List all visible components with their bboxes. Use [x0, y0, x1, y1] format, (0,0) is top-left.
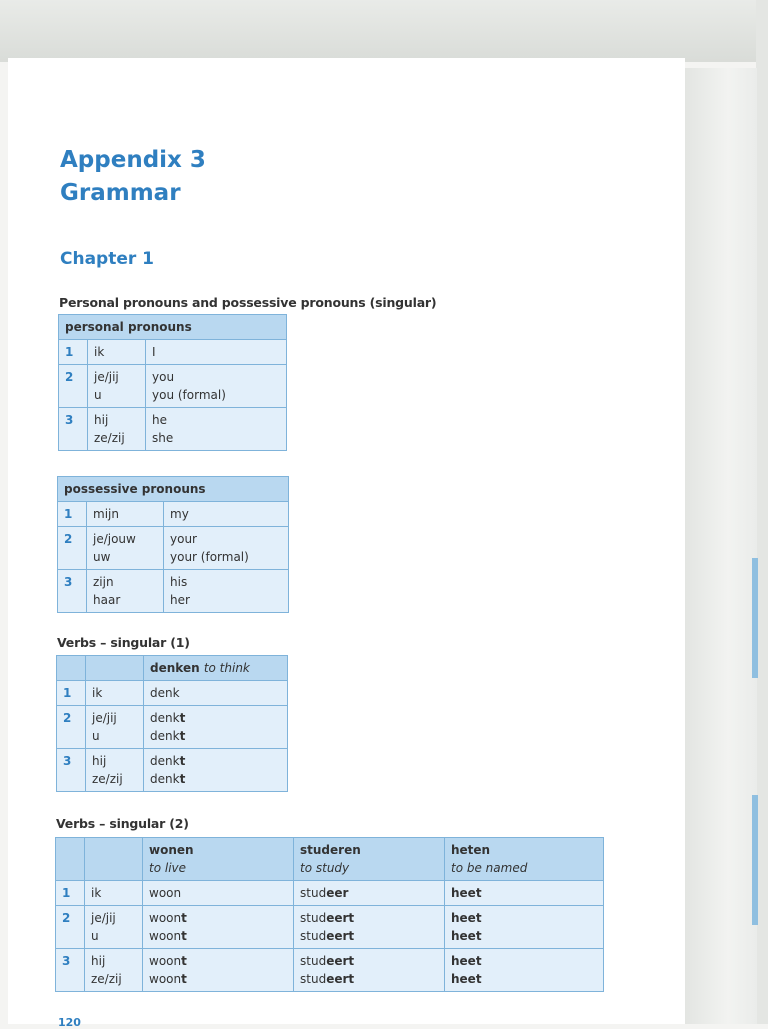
verb-form: denk	[150, 686, 180, 700]
english-cell	[164, 570, 289, 613]
dutch-pronoun: je/jij	[92, 711, 117, 725]
verb-form-cell	[144, 749, 288, 792]
verb-stem: denk	[150, 661, 183, 675]
dutch-pronoun: u	[92, 729, 100, 743]
person-number: 2	[56, 906, 85, 949]
scanner-bed-top	[0, 0, 768, 62]
table-header: personal pronouns	[59, 315, 287, 340]
verb-infinitive: heten	[451, 843, 491, 857]
english-pronoun: you (formal)	[152, 388, 226, 402]
next-page-edge	[752, 795, 758, 925]
person-number: 1	[57, 681, 86, 706]
verb-ending: t	[181, 911, 187, 925]
dutch-pronoun: u	[91, 929, 99, 943]
page-gutter	[685, 68, 757, 1024]
verb-form: denk	[150, 729, 180, 743]
verb-translation: to live	[149, 861, 187, 875]
table-row	[56, 906, 604, 949]
english-pronoun: you	[152, 370, 175, 384]
blank-header	[86, 656, 144, 681]
table-header-row	[56, 838, 604, 881]
person-number: 3	[59, 408, 88, 451]
english-pronoun: his	[170, 575, 188, 589]
english-pronoun: he	[152, 413, 167, 427]
verb-ending: eert	[326, 911, 355, 925]
dutch-pronoun: u	[94, 388, 102, 402]
verb-ending: t	[179, 711, 186, 725]
verb-form-cell	[294, 881, 445, 906]
dutch-pronoun: ze/zij	[91, 972, 122, 986]
verb-translation: to think	[203, 661, 250, 675]
table-row	[58, 570, 289, 613]
dutch-cell	[88, 408, 146, 451]
person-number: 3	[57, 749, 86, 792]
english-pronoun: your (formal)	[170, 550, 249, 564]
dutch-pronoun: ik	[94, 345, 105, 359]
next-page-edge	[752, 558, 758, 678]
dutch-pronoun: haar	[93, 593, 121, 607]
verb-form: stud	[300, 972, 327, 986]
verb-form: woon	[149, 929, 182, 943]
verb-form-cell	[445, 949, 604, 992]
verb-form: stud	[300, 954, 327, 968]
dutch-cell	[87, 527, 164, 570]
dutch-pronoun: hij	[94, 413, 109, 427]
person-number: 1	[56, 881, 85, 906]
verb-form-cell	[143, 949, 294, 992]
verb-form-cell	[445, 881, 604, 906]
verb-form-cell	[294, 949, 445, 992]
verb-header	[144, 656, 288, 681]
verbs2-section-title: Verbs – singular (2)	[56, 816, 189, 831]
person-number: 1	[58, 502, 87, 527]
appendix-title-line2: Grammar	[60, 180, 181, 206]
verb-form: heet	[451, 911, 482, 925]
verb-form-cell	[445, 906, 604, 949]
table-row	[58, 502, 289, 527]
table-header: possessive pronouns	[58, 477, 289, 502]
dutch-pronoun: ik	[91, 886, 102, 900]
english-pronoun: your	[170, 532, 197, 546]
person-number: 3	[56, 949, 85, 992]
verb-ending: eer	[326, 886, 349, 900]
dutch-pronoun: mijn	[93, 507, 119, 521]
dutch-pronoun: uw	[93, 550, 111, 564]
blank-header	[85, 838, 143, 881]
dutch-pronoun: je/jij	[94, 370, 119, 384]
verb-ending: t	[179, 754, 186, 768]
verb-form: stud	[300, 911, 327, 925]
appendix-title	[60, 144, 206, 210]
verbs-singular-1-table	[56, 655, 288, 792]
verb-form: woon	[149, 972, 182, 986]
table-header-row	[57, 656, 288, 681]
verb-form: heet	[451, 972, 482, 986]
english-pronoun: I	[152, 345, 156, 359]
verb-form: woon	[149, 886, 182, 900]
verb-form-cell	[294, 906, 445, 949]
dutch-cell	[88, 340, 146, 365]
blank-header	[57, 656, 86, 681]
verb-ending: eert	[326, 954, 355, 968]
pronoun-cell	[85, 881, 143, 906]
verb-form-cell	[144, 681, 288, 706]
pronoun-cell	[86, 706, 144, 749]
person-number: 3	[58, 570, 87, 613]
dutch-pronoun: hij	[91, 954, 106, 968]
english-cell	[146, 408, 287, 451]
english-pronoun: my	[170, 507, 189, 521]
dutch-pronoun: hij	[92, 754, 107, 768]
verb-ending: t	[179, 729, 186, 743]
verb-form: denk	[150, 711, 180, 725]
verb-ending: en	[182, 661, 200, 675]
english-pronoun: her	[170, 593, 190, 607]
table-row	[58, 527, 289, 570]
table-row	[57, 681, 288, 706]
chapter-title: Chapter 1	[60, 249, 155, 269]
verb-infinitive: wonen	[149, 843, 194, 857]
pronoun-cell	[85, 949, 143, 992]
person-number: 2	[59, 365, 88, 408]
verb-header	[294, 838, 445, 881]
table-row	[59, 365, 287, 408]
person-number: 2	[57, 706, 86, 749]
verb-translation: to study	[300, 861, 350, 875]
dutch-pronoun: zijn	[93, 575, 114, 589]
verb-ending: t	[181, 954, 187, 968]
pronoun-cell	[85, 906, 143, 949]
verb-form-cell	[143, 881, 294, 906]
dutch-pronoun: ik	[92, 686, 103, 700]
verb-form: denk	[150, 754, 180, 768]
english-cell	[164, 527, 289, 570]
table-row	[59, 408, 287, 451]
pronoun-cell	[86, 749, 144, 792]
page-number: 120	[58, 1016, 81, 1029]
verb-form: heet	[451, 886, 482, 900]
pronoun-cell	[86, 681, 144, 706]
verb-ending: t	[181, 929, 187, 943]
english-pronoun: she	[152, 431, 174, 445]
verb-form: heet	[451, 954, 482, 968]
verb-form: stud	[300, 886, 327, 900]
verb-infinitive: studeren	[300, 843, 361, 857]
verb-header	[143, 838, 294, 881]
table-row	[56, 949, 604, 992]
verb-ending: t	[179, 772, 186, 786]
appendix-title-line1: Appendix 3	[60, 147, 206, 173]
table-row	[57, 749, 288, 792]
pronouns-section-title: Personal pronouns and possessive pronouns (singular)	[59, 295, 437, 310]
table-row	[56, 881, 604, 906]
blank-header	[56, 838, 85, 881]
dutch-cell	[88, 365, 146, 408]
english-cell	[146, 365, 287, 408]
verb-ending: eert	[326, 929, 355, 943]
dutch-pronoun: je/jij	[91, 911, 116, 925]
table-row	[59, 340, 287, 365]
verb-form-cell	[144, 706, 288, 749]
verbs-singular-2-table	[55, 837, 604, 992]
english-cell	[164, 502, 289, 527]
verb-form: woon	[149, 954, 182, 968]
dutch-cell	[87, 502, 164, 527]
table-row	[57, 706, 288, 749]
verb-form: stud	[300, 929, 327, 943]
verb-ending: eert	[326, 972, 355, 986]
person-number: 2	[58, 527, 87, 570]
dutch-pronoun: ze/zij	[92, 772, 123, 786]
verb-header	[445, 838, 604, 881]
dutch-pronoun: ze/zij	[94, 431, 125, 445]
verbs1-section-title: Verbs – singular (1)	[57, 635, 190, 650]
verb-form: denk	[150, 772, 180, 786]
personal-pronouns-table	[58, 314, 287, 451]
verb-translation: to be named	[451, 861, 528, 875]
english-cell	[146, 340, 287, 365]
possessive-pronouns-table	[57, 476, 289, 613]
verb-form-cell	[143, 906, 294, 949]
dutch-pronoun: je/jouw	[93, 532, 136, 546]
verb-form: woon	[149, 911, 182, 925]
verb-ending: t	[181, 972, 187, 986]
person-number: 1	[59, 340, 88, 365]
dutch-cell	[87, 570, 164, 613]
verb-form: heet	[451, 929, 482, 943]
